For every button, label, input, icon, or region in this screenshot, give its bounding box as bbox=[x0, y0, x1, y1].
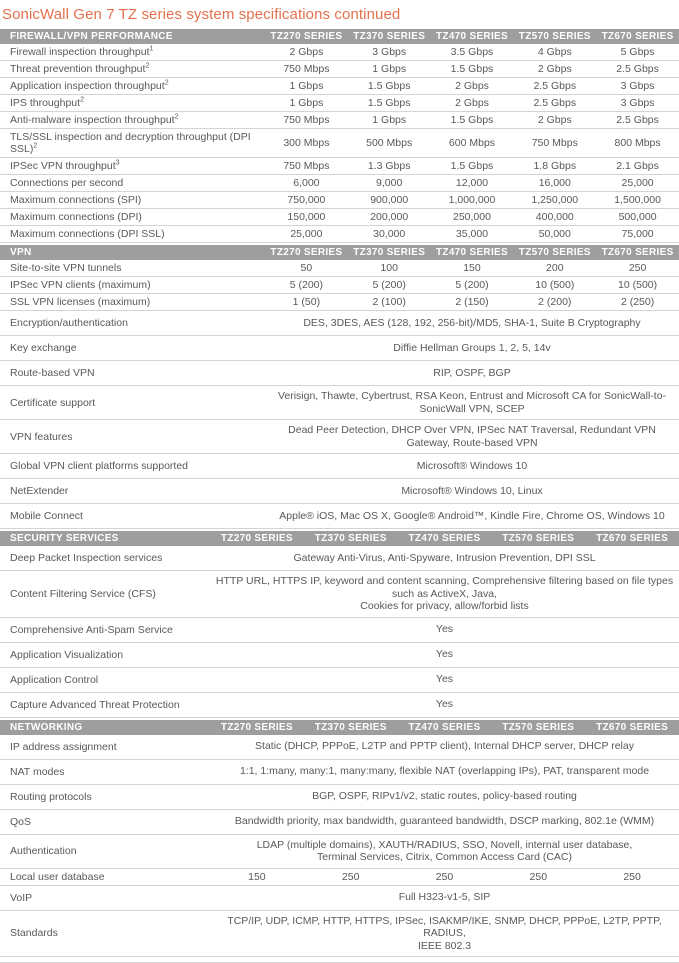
span-value-line: SonicWall VPN, SCEP bbox=[419, 402, 525, 415]
spec-value: 25,000 bbox=[290, 228, 323, 240]
section-networking bbox=[0, 720, 679, 958]
spec-value: 100 bbox=[380, 262, 398, 274]
row-span-value bbox=[265, 424, 679, 449]
section-header-title: SECURITY SERVICES bbox=[10, 533, 119, 544]
spec-row bbox=[0, 226, 679, 243]
span-value-line: Yes bbox=[435, 673, 454, 686]
section-header bbox=[0, 531, 679, 546]
row-label: Application Control bbox=[10, 673, 99, 686]
spec-value: 2 (200) bbox=[538, 296, 572, 308]
spec-value: 600 Mbps bbox=[448, 137, 496, 149]
footnote-marker: 2 bbox=[174, 113, 179, 121]
spec-value: 2 (250) bbox=[620, 296, 655, 308]
spec-value: 250,000 bbox=[453, 211, 491, 223]
spec-value: 250 bbox=[341, 870, 360, 883]
section-security-services bbox=[0, 531, 679, 718]
spec-value: 16,000 bbox=[538, 177, 571, 189]
spec-value: 1.5 Gbps bbox=[367, 97, 411, 109]
span-value-line: Gateway, Route-based VPN bbox=[406, 436, 538, 449]
column-header: TZ470 SERIES bbox=[408, 721, 481, 733]
spec-row bbox=[0, 209, 679, 226]
spec-value: 750 Mbps bbox=[283, 63, 330, 75]
span-value-line: IEEE 802.3 bbox=[417, 939, 472, 952]
spec-value: 1 Gbps bbox=[289, 97, 324, 109]
column-header: TZ270 SERIES bbox=[220, 533, 293, 544]
row-span-value bbox=[210, 623, 679, 636]
column-header: TZ470 SERIES bbox=[436, 31, 508, 42]
row-label: Maximum connections (SPI) bbox=[10, 194, 142, 206]
spec-value: 9,000 bbox=[376, 177, 403, 189]
row-label: Comprehensive Anti-Spam Service bbox=[10, 623, 173, 636]
column-header: TZ570 SERIES bbox=[502, 721, 575, 733]
spec-row bbox=[0, 886, 679, 911]
span-value-line: Dead Peer Detection, DHCP Over VPN, IPSec NAT Traversal, Redundant VPN bbox=[288, 424, 656, 436]
spec-value: 750 Mbps bbox=[283, 160, 330, 172]
spec-value: 800 Mbps bbox=[614, 137, 661, 149]
spec-value: 3 Gbps bbox=[620, 97, 655, 109]
spec-row bbox=[0, 78, 679, 95]
row-span-value bbox=[265, 317, 679, 330]
span-value-line: Gateway Anti-Virus, Anti-Spyware, Intrusion Prevention, DPI SSL bbox=[293, 551, 596, 564]
row-span-value bbox=[265, 485, 679, 498]
spec-value: 4 Gbps bbox=[537, 46, 572, 58]
row-label: Authentication bbox=[10, 845, 77, 857]
spec-value: 5 (200) bbox=[372, 279, 406, 291]
row-label: Routing protocols bbox=[10, 790, 92, 803]
row-label: TLS/SSL inspection and decryption throughput (DPI SSL)$^2$ bbox=[10, 131, 251, 155]
column-header: TZ270 SERIES bbox=[270, 31, 343, 42]
spec-value: 1 Gbps bbox=[289, 80, 324, 92]
row-label: Application inspection throughput$^2$ bbox=[10, 79, 169, 92]
spec-value: 250 bbox=[435, 870, 454, 883]
row-label: IPS throughput$^2$ bbox=[10, 96, 84, 109]
span-value-line: Static (DHCP, PPPoE, L2TP and PPTP client), Internal DHCP server, DHCP relay bbox=[255, 740, 634, 753]
spec-value: 750 Mbps bbox=[283, 114, 330, 126]
spec-value: 5 (200) bbox=[289, 279, 324, 291]
spec-value: 25,000 bbox=[621, 177, 654, 189]
row-label: Deep Packet Inspection services bbox=[10, 552, 163, 564]
spec-row bbox=[0, 129, 679, 158]
span-value-line: Diffie Hellman Groups 1, 2, 5, 14v bbox=[393, 341, 551, 354]
spec-row bbox=[0, 158, 679, 175]
spec-row bbox=[0, 571, 679, 618]
row-label: SSL VPN licenses (maximum) bbox=[10, 296, 151, 308]
row-span-value bbox=[210, 765, 679, 778]
footnote-marker: 2 bbox=[164, 79, 169, 87]
row-label: Global VPN client platforms supported bbox=[10, 460, 189, 472]
spec-value: 2.5 Gbps bbox=[533, 97, 577, 109]
row-span-value bbox=[210, 552, 679, 565]
spec-value: 1.8 Gbps bbox=[533, 160, 577, 172]
span-value-line: RIP, OSPF, BGP bbox=[433, 366, 511, 379]
spec-value: 2.5 Gbps bbox=[533, 80, 577, 92]
row-label: Capture Advanced Threat Protection bbox=[10, 698, 180, 711]
spec-row bbox=[0, 277, 679, 294]
column-header: TZ370 SERIES bbox=[314, 533, 387, 544]
span-value-line: Yes bbox=[435, 698, 454, 711]
row-span-value bbox=[210, 698, 679, 711]
spec-value: 35,000 bbox=[455, 228, 489, 240]
row-label: Maximum connections (DPI SSL) bbox=[10, 228, 165, 240]
span-value-line: Microsoft® Windows 10, Linux bbox=[401, 484, 543, 497]
row-label: IP address assignment bbox=[10, 740, 117, 753]
spec-value: 2 Gbps bbox=[537, 114, 572, 126]
column-header: TZ570 SERIES bbox=[502, 533, 575, 544]
spec-value: 5 Gbps bbox=[620, 46, 655, 58]
row-span-value bbox=[265, 342, 679, 355]
spec-value: 75,000 bbox=[621, 228, 654, 240]
row-label: Route-based VPN bbox=[10, 367, 95, 379]
spec-value: 30,000 bbox=[373, 228, 406, 240]
spec-row bbox=[0, 61, 679, 78]
span-value-line: LDAP (multiple domains), XAUTH/RADIUS, SSO, Novell, internal user database, bbox=[256, 838, 633, 851]
column-header: TZ470 SERIES bbox=[436, 247, 508, 258]
section-firewall-vpn-performance bbox=[0, 29, 679, 243]
footnote-marker: 1 bbox=[149, 45, 154, 53]
row-label: Site-to-site VPN tunnels bbox=[10, 262, 122, 274]
spec-row bbox=[0, 785, 679, 810]
span-value-line: BGP, OSPF, RIPv1/v2, static routes, policy-based routing bbox=[312, 790, 577, 803]
span-value-line: 1:1, 1:many, many:1, many:many, flexible NAT (overlapping IPs), PAT, transparent mode bbox=[239, 765, 650, 778]
row-label: Anti-malware inspection throughput$^2$ bbox=[10, 113, 179, 126]
spec-row bbox=[0, 260, 679, 277]
spec-value: 2 Gbps bbox=[455, 80, 489, 92]
spec-row bbox=[0, 420, 679, 454]
spec-value: 1.5 Gbps bbox=[450, 114, 494, 126]
column-header: TZ370 SERIES bbox=[353, 247, 426, 258]
row-label: NAT modes bbox=[10, 765, 65, 778]
spec-value: 1 Gbps bbox=[372, 63, 407, 75]
section-header bbox=[0, 245, 679, 260]
row-label: IPSec VPN clients (maximum) bbox=[10, 279, 151, 291]
spec-row bbox=[0, 643, 679, 668]
spec-value: 1.5 Gbps bbox=[367, 80, 411, 92]
span-value-line: Yes bbox=[435, 648, 454, 661]
spec-row bbox=[0, 546, 679, 571]
spec-row bbox=[0, 911, 679, 958]
spec-row bbox=[0, 504, 679, 529]
column-header: TZ370 SERIES bbox=[314, 721, 387, 733]
spec-value: 750 Mbps bbox=[531, 137, 578, 149]
section-vpn bbox=[0, 245, 679, 529]
spec-value: 2 (150) bbox=[455, 296, 489, 308]
footnote-marker: 2 bbox=[80, 96, 84, 104]
spec-value: 2.5 Gbps bbox=[616, 63, 659, 75]
spec-value: 2.1 Gbps bbox=[616, 160, 659, 172]
spec-value: 300 Mbps bbox=[283, 137, 330, 149]
spec-row bbox=[0, 95, 679, 112]
span-value-line: HTTP URL, HTTPS IP, keyword and content scanning, Comprehensive filtering based on file types bbox=[215, 575, 674, 587]
row-span-value bbox=[210, 790, 679, 803]
spec-value: 200,000 bbox=[370, 211, 409, 223]
page-title: SonicWall Gen 7 TZ series system specifications continued bbox=[2, 6, 401, 23]
column-header: TZ670 SERIES bbox=[596, 721, 669, 733]
spec-value: 10 (500) bbox=[618, 279, 658, 291]
spec-value: 500 Mbps bbox=[366, 137, 413, 149]
span-value-line: DES, 3DES, AES (128, 192, 256-bit)/MD5, SHA-1, Suite B Cryptography bbox=[303, 316, 641, 329]
spec-value: 500,000 bbox=[618, 211, 657, 223]
row-label: Content Filtering Service (CFS) bbox=[10, 587, 156, 600]
spec-row bbox=[0, 112, 679, 129]
span-value-line: Full H323-v1-5, SIP bbox=[398, 891, 491, 904]
span-value-line: Yes bbox=[435, 623, 454, 636]
row-span-value bbox=[265, 460, 679, 473]
section-header-title: NETWORKING bbox=[10, 721, 83, 733]
span-value-line: Verisign, Thawte, Cybertrust, RSA Keon, Entrust and Microsoft CA for SonicWall-to- bbox=[277, 390, 667, 402]
column-header: TZ570 SERIES bbox=[518, 247, 591, 258]
row-label: IPSec VPN throughput$^3$ bbox=[10, 159, 120, 172]
spec-row bbox=[0, 361, 679, 386]
spec-value: 6,000 bbox=[293, 177, 320, 189]
spec-value: 1.5 Gbps bbox=[450, 160, 494, 172]
spec-row bbox=[0, 618, 679, 643]
spec-row bbox=[0, 311, 679, 336]
footnote-marker: 2 bbox=[33, 142, 38, 150]
row-span-value bbox=[210, 575, 679, 613]
spec-value: 3 Gbps bbox=[620, 80, 655, 92]
spec-row bbox=[0, 668, 679, 693]
row-span-value bbox=[265, 390, 679, 415]
spec-row bbox=[0, 693, 679, 718]
spec-value: 5 (200) bbox=[455, 279, 489, 291]
spec-tables bbox=[0, 29, 679, 957]
column-header: TZ270 SERIES bbox=[220, 721, 293, 733]
span-value-line: Cookies for privacy, allow/forbid lists bbox=[360, 600, 529, 612]
spec-value: 2.5 Gbps bbox=[616, 114, 659, 126]
spec-row bbox=[0, 835, 679, 869]
spec-value: 400,000 bbox=[535, 211, 574, 223]
spec-value: 250 bbox=[628, 262, 647, 274]
spec-value: 1.3 Gbps bbox=[367, 160, 411, 172]
span-value-line: Apple® iOS, Mac OS X, Google® Android™, Kindle Fire, Chrome OS, Windows 10 bbox=[279, 509, 665, 522]
spec-row bbox=[0, 479, 679, 504]
spec-value: 2 Gbps bbox=[537, 63, 572, 75]
row-label: Certificate support bbox=[10, 396, 96, 409]
row-span-value bbox=[210, 915, 679, 953]
span-value-line: Microsoft® Windows 10 bbox=[416, 459, 528, 472]
spec-value: 1,250,000 bbox=[531, 194, 579, 206]
spec-row bbox=[0, 44, 679, 61]
span-value-line: TCP/IP, UDP, ICMP, HTTP, HTTPS, IPSec, ISAKMP/IKE, SNMP, DHCP, PPPoE, L2TP, PPTP, RADIUS, bbox=[227, 914, 662, 939]
spec-value: 1,500,000 bbox=[614, 194, 661, 206]
spec-row bbox=[0, 735, 679, 760]
spec-row bbox=[0, 386, 679, 420]
spec-value: 1 Gbps bbox=[372, 114, 407, 126]
row-label: Mobile Connect bbox=[10, 510, 83, 522]
spec-value: 10 (500) bbox=[535, 279, 575, 291]
span-value-line: Terminal Services, Citrix, Common Access Card (CAC) bbox=[317, 851, 572, 863]
row-label: Local user database bbox=[10, 870, 105, 883]
row-span-value bbox=[210, 839, 679, 864]
row-span-value bbox=[265, 510, 679, 523]
spec-row bbox=[0, 192, 679, 209]
span-value-line: such as ActiveX, Java, bbox=[391, 587, 498, 600]
spec-value: 750,000 bbox=[287, 194, 326, 206]
row-span-value bbox=[210, 891, 679, 904]
row-span-value bbox=[210, 673, 679, 686]
spec-row bbox=[0, 810, 679, 835]
footnote-marker: 3 bbox=[115, 159, 120, 167]
column-header: TZ470 SERIES bbox=[408, 533, 481, 544]
spec-value: 1 (50) bbox=[292, 296, 321, 308]
row-label: Standards bbox=[10, 927, 58, 940]
section-header-title: FIREWALL/VPN PERFORMANCE bbox=[10, 31, 173, 42]
spec-value: 3 Gbps bbox=[372, 46, 407, 58]
column-header: TZ670 SERIES bbox=[601, 247, 674, 258]
row-label: Threat prevention throughput$^2$ bbox=[10, 62, 150, 75]
row-label: Key exchange bbox=[10, 342, 77, 354]
spec-value: 3.5 Gbps bbox=[450, 46, 494, 58]
spec-row bbox=[0, 869, 679, 886]
row-span-value bbox=[210, 740, 679, 753]
row-span-value bbox=[210, 815, 679, 828]
row-span-value bbox=[265, 367, 679, 380]
spec-value: 150,000 bbox=[287, 211, 326, 223]
footnote-marker: 2 bbox=[145, 62, 150, 70]
spec-value: 12,000 bbox=[455, 177, 489, 189]
spec-value: 1.5 Gbps bbox=[450, 63, 494, 75]
spec-value: 2 Gbps bbox=[289, 46, 324, 58]
spec-value: 50 bbox=[300, 262, 313, 274]
row-label: Application Visualization bbox=[10, 648, 124, 661]
column-header: TZ670 SERIES bbox=[601, 31, 674, 42]
spec-value: 150 bbox=[248, 870, 266, 883]
spec-value: 2 (100) bbox=[372, 296, 406, 308]
row-label: Encryption/authentication bbox=[10, 317, 128, 329]
section-header-title: VPN bbox=[10, 247, 32, 258]
spec-row bbox=[0, 336, 679, 361]
spec-row bbox=[0, 760, 679, 785]
spec-row bbox=[0, 294, 679, 311]
spec-value: 2 Gbps bbox=[455, 97, 489, 109]
spec-value: 150 bbox=[463, 262, 481, 274]
row-label: Connections per second bbox=[10, 177, 124, 189]
spec-row bbox=[0, 175, 679, 192]
spec-value: 900,000 bbox=[370, 194, 409, 206]
spec-value: 50,000 bbox=[538, 228, 571, 240]
row-label: QoS bbox=[10, 815, 32, 828]
section-header bbox=[0, 29, 679, 44]
spec-value: 200 bbox=[546, 262, 564, 274]
row-label: Firewall inspection throughput$^1$ bbox=[10, 45, 154, 58]
span-value-line: Bandwidth priority, max bandwidth, guaranteed bandwidth, DSCP marking, 802.1e (WMM) bbox=[234, 815, 655, 828]
spec-value: 1,000,000 bbox=[448, 194, 496, 206]
column-header: TZ670 SERIES bbox=[596, 533, 669, 544]
column-header: TZ270 SERIES bbox=[270, 247, 343, 258]
row-label: VoIP bbox=[10, 891, 33, 904]
spec-row bbox=[0, 454, 679, 479]
row-label: NetExtender bbox=[10, 485, 69, 497]
spec-value: 250 bbox=[623, 870, 641, 883]
row-span-value bbox=[210, 648, 679, 661]
spec-value: 250 bbox=[529, 870, 548, 883]
column-header: TZ370 SERIES bbox=[353, 31, 426, 42]
section-header bbox=[0, 720, 679, 735]
row-label: VPN features bbox=[10, 430, 73, 443]
row-label: Maximum connections (DPI) bbox=[10, 211, 142, 223]
column-header: TZ570 SERIES bbox=[518, 31, 591, 42]
